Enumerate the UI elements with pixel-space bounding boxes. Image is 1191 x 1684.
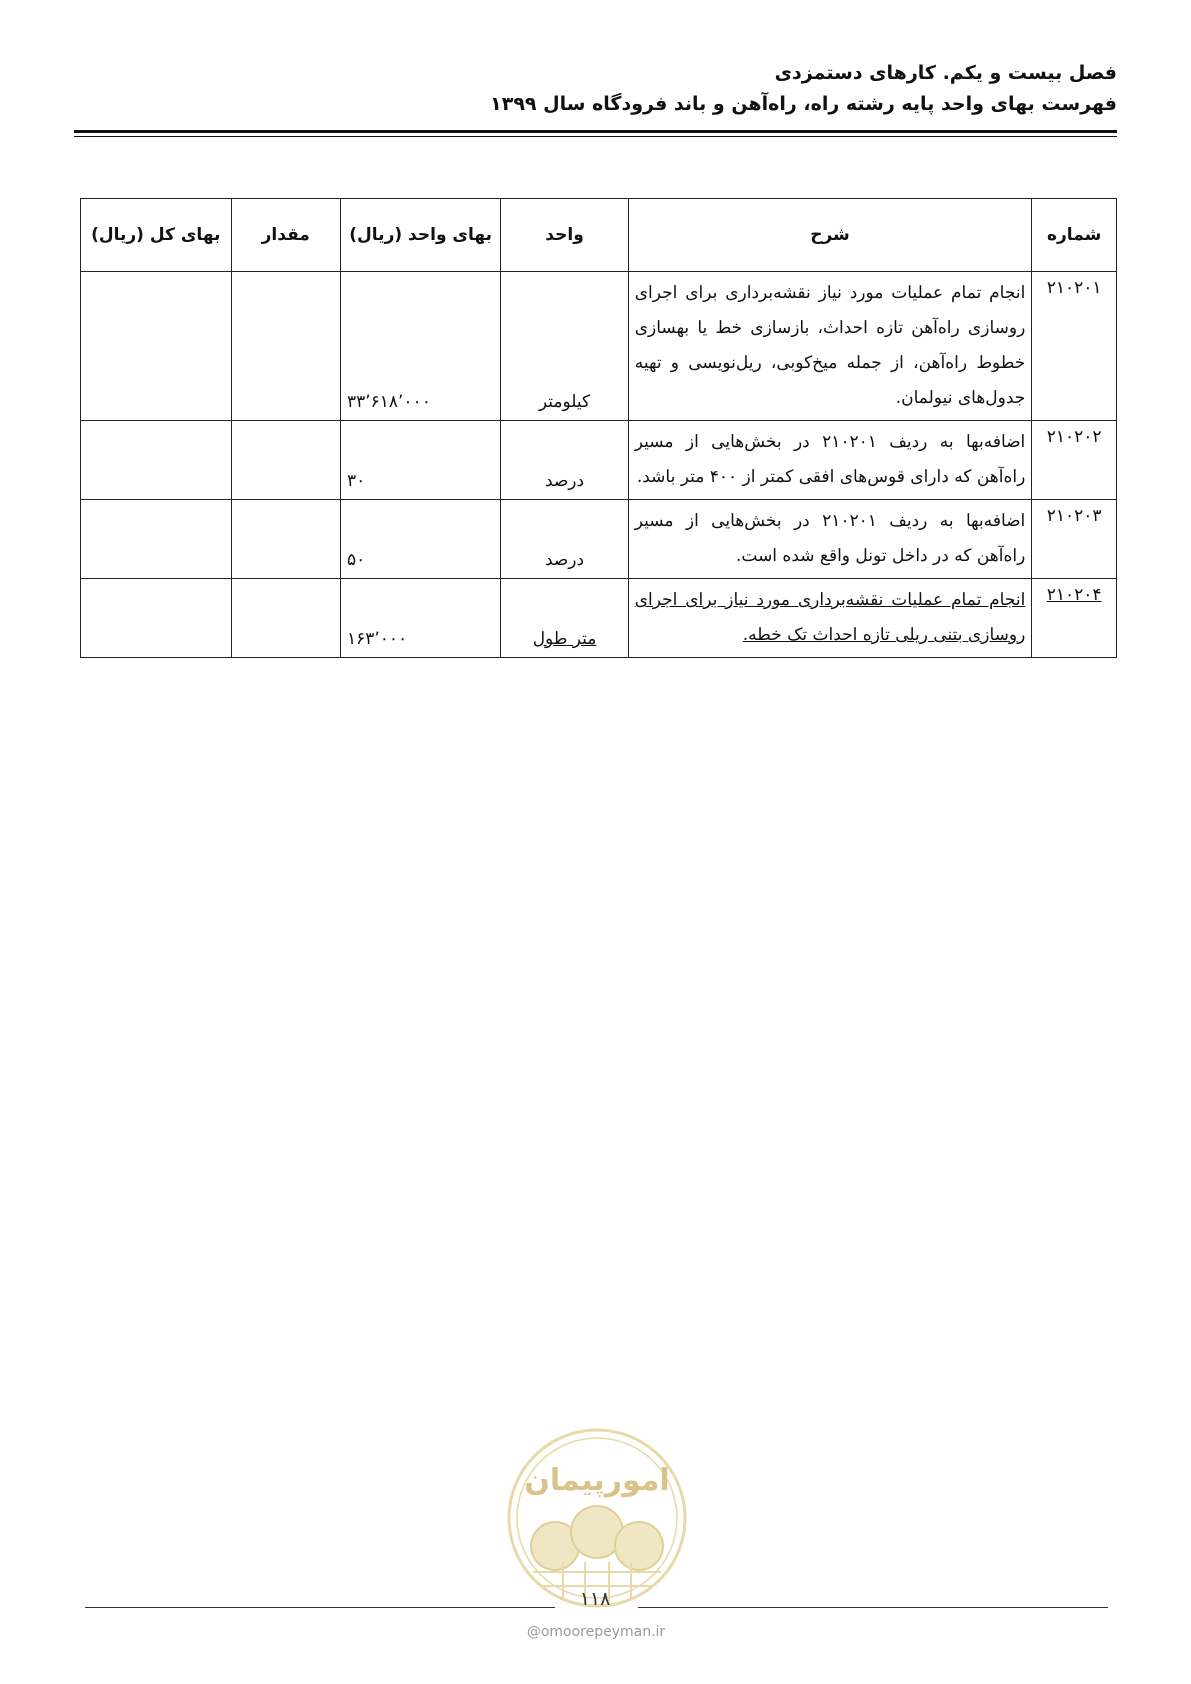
row-unit-price: ۳۳٬۶۱۸٬۰۰۰ — [340, 272, 500, 421]
row-description: اضافه‌بها به ردیف ۲۱۰۲۰۱ در بخش‌هایی از مسیر راه‌آهن که دارای قوس‌های افقی کمتر از ۴۰۰ متر باشد. — [628, 421, 1032, 500]
col-header-description: شرح — [628, 199, 1032, 272]
row-unit: کیلومتر — [501, 272, 628, 421]
row-quantity — [231, 500, 340, 579]
row-quantity — [231, 421, 340, 500]
row-quantity — [231, 272, 340, 421]
row-number: ۲۱۰۲۰۱ — [1032, 272, 1117, 421]
row-unit-price: ۵۰ — [340, 500, 500, 579]
row-number: ۲۱۰۲۰۴ — [1032, 579, 1117, 658]
table-row — [81, 421, 1117, 500]
row-total-price — [81, 272, 232, 421]
row-unit-price: ۳۰ — [340, 421, 500, 500]
table-row — [81, 500, 1117, 579]
row-description: اضافه‌بها به ردیف ۲۱۰۲۰۱ در بخش‌هایی از مسیر راه‌آهن که در داخل تونل واقع شده است. — [628, 500, 1032, 579]
seal-text: امورپیمان — [524, 1463, 670, 1498]
chapter-title: فصل بیست و یکم. کارهای دستمزدی — [774, 62, 1117, 84]
row-number: ۲۱۰۲۰۲ — [1032, 421, 1117, 500]
col-header-unit-price: بهای واحد (ریال) — [340, 199, 500, 272]
table-row — [81, 579, 1117, 658]
row-unit: متر طول — [501, 579, 628, 658]
page-number: ۱۱۸ — [579, 1588, 611, 1610]
row-description: انجام تمام عملیات مورد نیاز نقشه‌برداری برای اجرای روسازی راه‌آهن تازه احداث، بازسازی خط یا بهسازی خطوط راه‌آهن، از جمله میخ‌کوبی، ریل‌نویسی و تهیه جدول‌های نیولمان. — [628, 272, 1032, 421]
row-unit-price: ۱۶۳٬۰۰۰ — [340, 579, 500, 658]
row-unit: درصد — [501, 421, 628, 500]
table-row — [81, 272, 1117, 421]
price-list-title: فهرست بهای واحد پایه رشته راه، راه‌آهن و باند فرودگاه سال ۱۳۹۹ — [490, 93, 1117, 115]
footer-rule-left — [85, 1607, 555, 1608]
col-header-quantity: مقدار — [231, 199, 340, 272]
row-quantity — [231, 579, 340, 658]
row-number: ۲۱۰۲۰۳ — [1032, 500, 1117, 579]
row-total-price — [81, 579, 232, 658]
seal-watermark-icon — [503, 1424, 691, 1612]
row-total-price — [81, 500, 232, 579]
header-rule-thin — [74, 136, 1117, 137]
site-watermark: @omoorepeyman.ir — [526, 1624, 666, 1640]
table-header-row — [81, 199, 1117, 272]
col-header-number: شماره — [1032, 199, 1117, 272]
col-header-total-price: بهای کل (ریال) — [81, 199, 232, 272]
page-header — [74, 58, 1117, 120]
col-header-unit: واحد — [501, 199, 628, 272]
footer-rule-right — [638, 1607, 1108, 1608]
price-table — [80, 198, 1117, 658]
header-rule-thick — [74, 130, 1117, 133]
row-total-price — [81, 421, 232, 500]
row-unit: درصد — [501, 500, 628, 579]
row-description: انجام تمام عملیات نقشه‌برداری مورد نیاز برای اجرای روسازی بتنی ریلی تازه احداث تک خطه. — [628, 579, 1032, 658]
